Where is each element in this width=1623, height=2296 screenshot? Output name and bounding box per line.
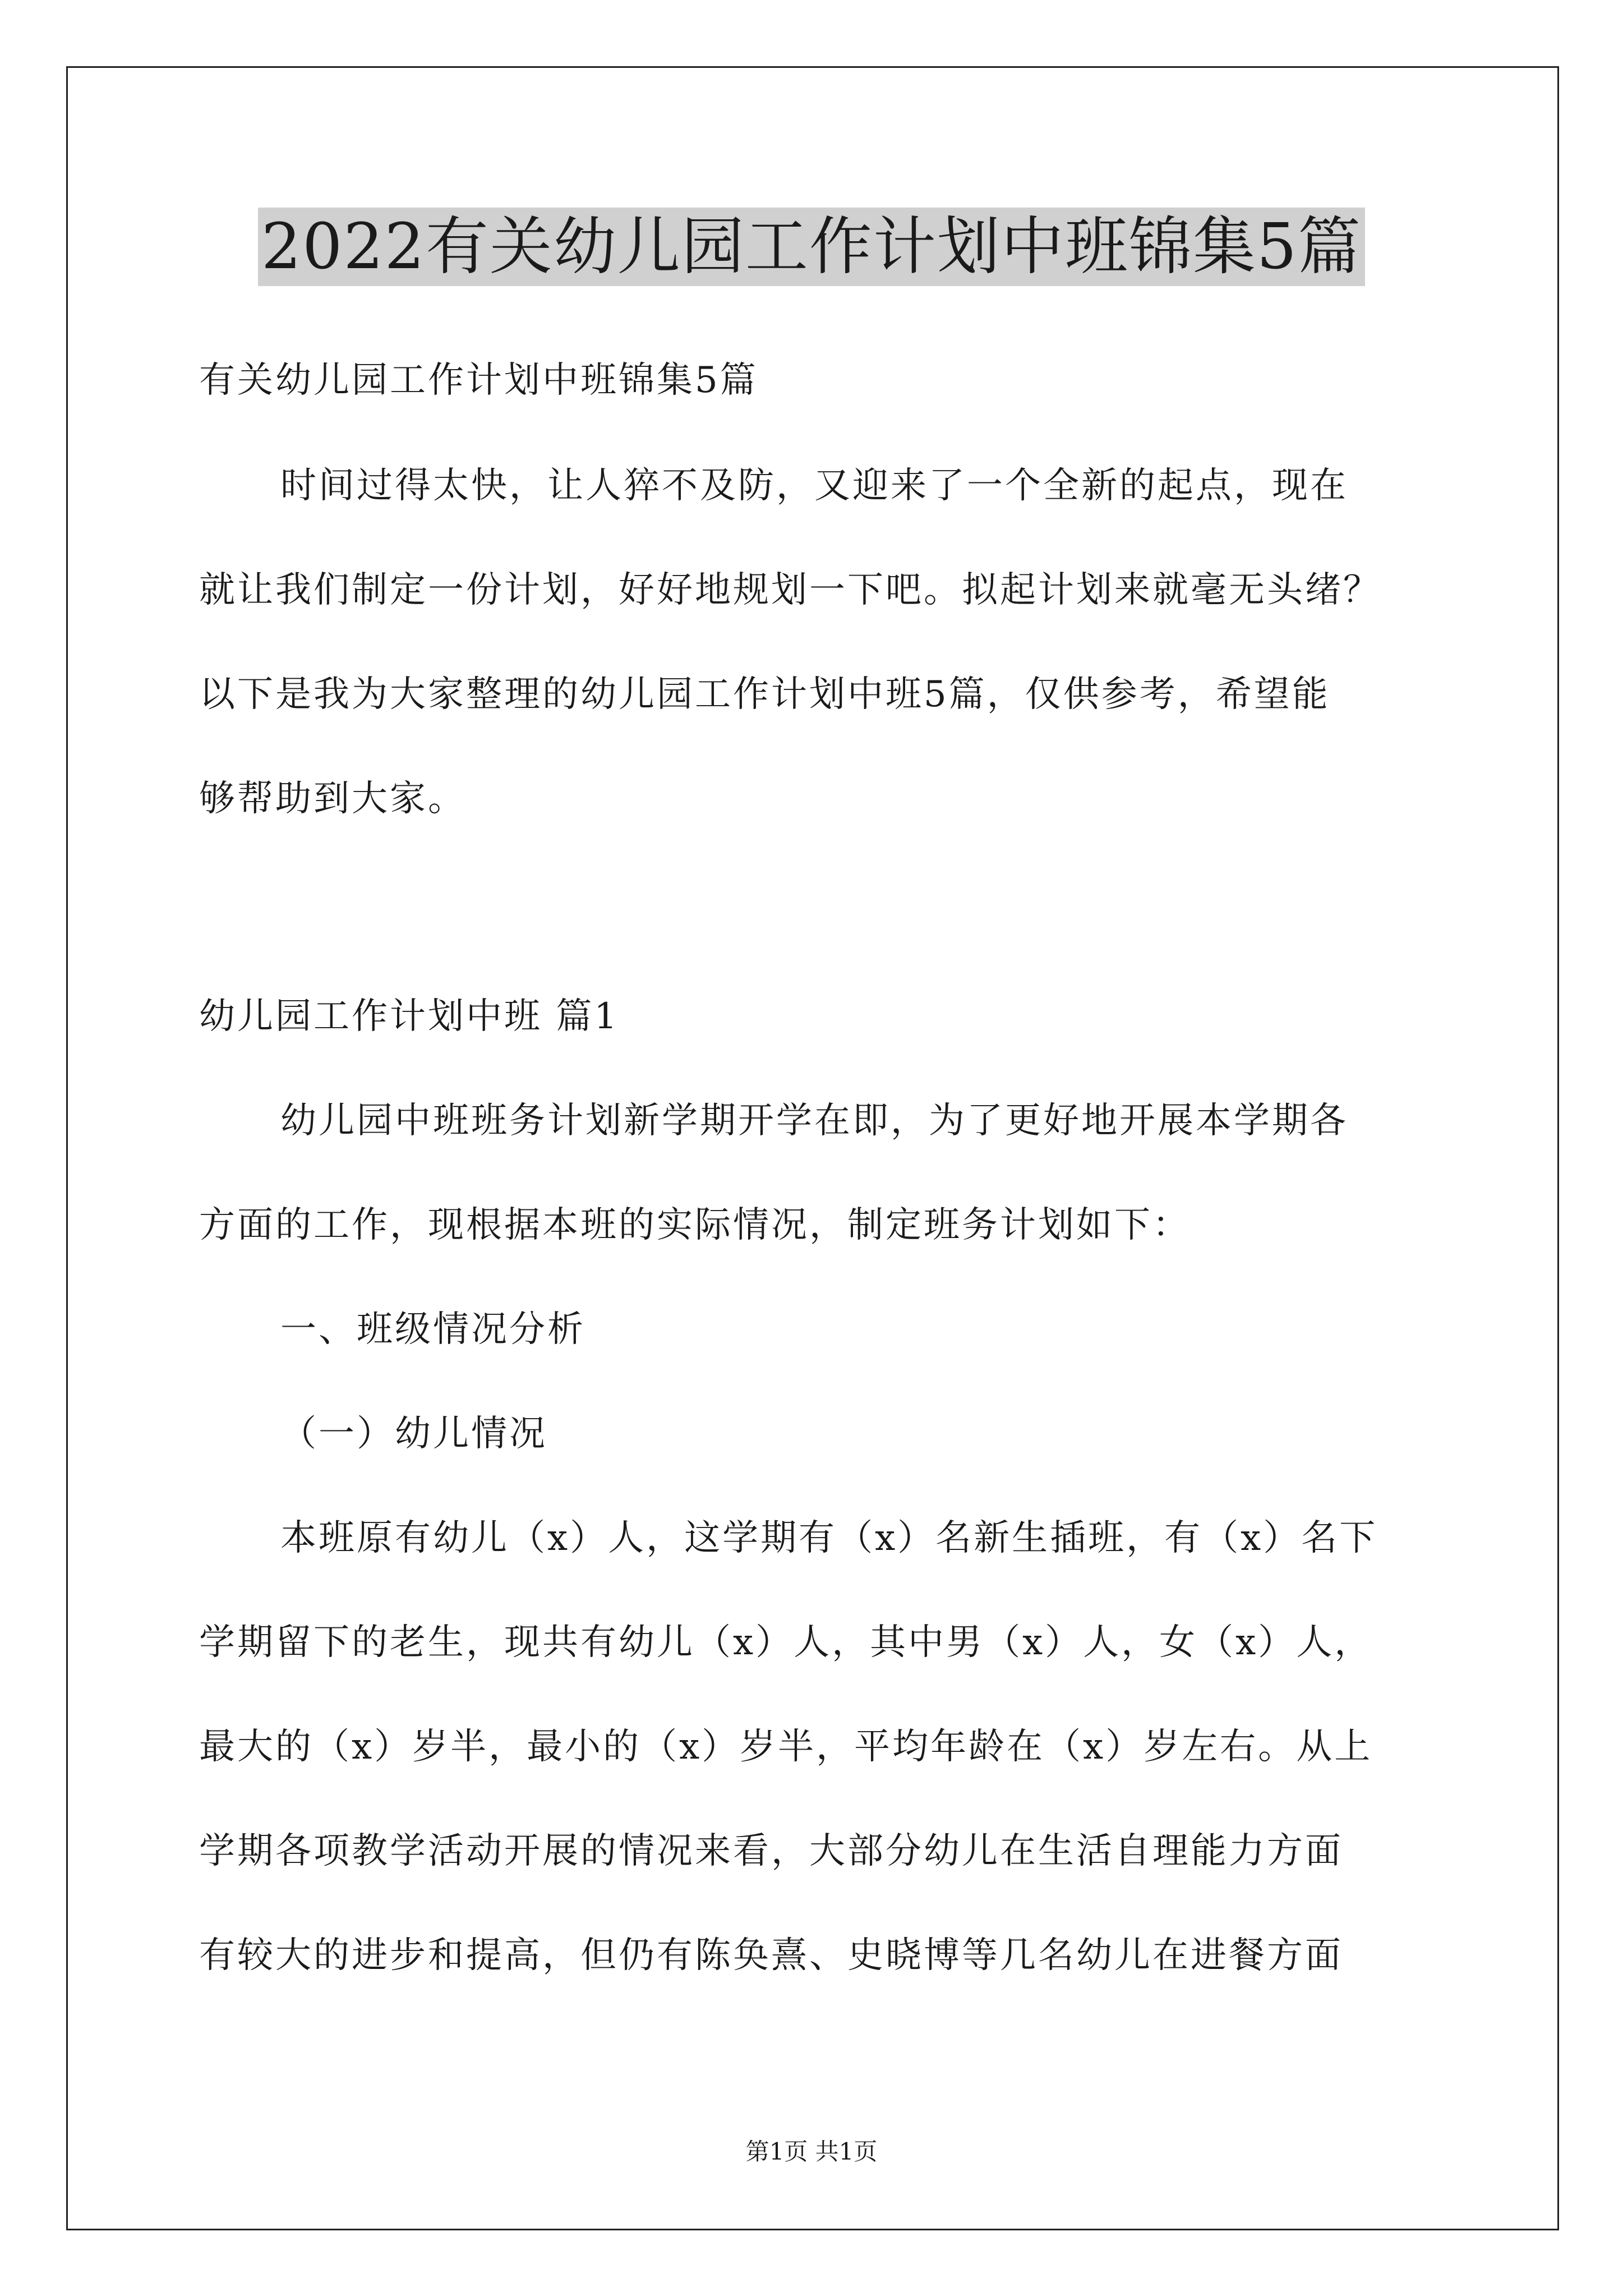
intro-line-4: 够帮助到大家。 xyxy=(199,778,466,820)
subtitle: 有关幼儿园工作计划中班锦集5篇 xyxy=(199,360,758,401)
body-line-1: 本班原有幼儿（x）人，这学期有（x）名新生插班，有（x）名下 xyxy=(280,1517,1378,1559)
title-container xyxy=(0,208,1623,286)
intro-line-3: 以下是我为大家整理的幼儿园工作计划中班5篇，仅供参考，希望能 xyxy=(199,674,1330,715)
intro-line-2: 就让我们制定一份计划，好好地规划一下吧。拟起计划来就毫无头绪？ xyxy=(199,569,1381,611)
body-line-4: 学期各项教学活动开展的情况来看，大部分幼儿在生活自理能力方面 xyxy=(199,1830,1343,1872)
body-line-5: 有较大的进步和提高，但仍有陈奂熹、史晓博等几名幼儿在进餐方面 xyxy=(199,1935,1343,1976)
document-title: 2022有关幼儿园工作计划中班锦集5篇 xyxy=(258,208,1365,286)
intro-line-1: 时间过得太快，让人猝不及防，又迎来了一个全新的起点，现在 xyxy=(280,465,1348,507)
section-intro-line-1: 幼儿园中班班务计划新学期开学在即，为了更好地开展本学期各 xyxy=(280,1100,1348,1142)
body-line-3: 最大的（x）岁半，最小的（x）岁半，平均年龄在（x）岁左右。从上 xyxy=(199,1726,1373,1768)
section-heading: 幼儿园工作计划中班 篇1 xyxy=(199,996,620,1037)
body-line-2: 学期留下的老生，现共有幼儿（x）人，其中男（x）人，女（x）人， xyxy=(199,1622,1373,1663)
heading-children-status: （一）幼儿情况 xyxy=(280,1413,547,1455)
heading-class-analysis: 一、班级情况分析 xyxy=(280,1309,585,1350)
page-number: 第1页 共1页 xyxy=(745,2138,878,2165)
section-intro-line-2: 方面的工作，现根据本班的实际情况，制定班务计划如下： xyxy=(199,1204,1191,1246)
